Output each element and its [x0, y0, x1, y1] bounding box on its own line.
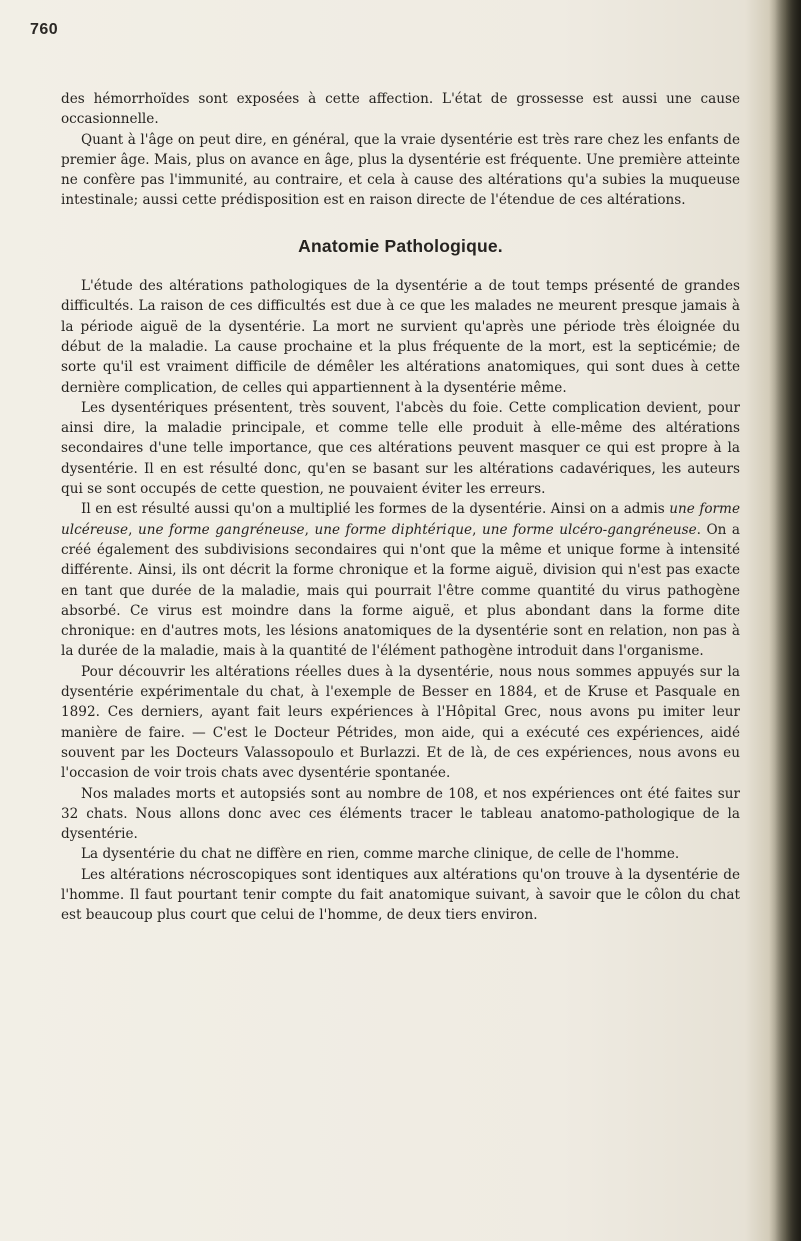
paragraph-age: Quant à l'âge on peut dire, en général, que la vraie dysentérie est très rare chez les enfants de premier âge. Mais, plus on avance en âge, plus la dysentérie est fréquente. Une première atteinte ne confère pas l'immunité, au contraire, et cela à cause des altérations qu'a subies la muqueuse intestinale; aussi cette prédisposition est en raison directe de l'étendue de ces altérations.: [61, 131, 740, 209]
form-ulcerous: une forme ulcéreuse: [61, 501, 740, 538]
form-ulcero-gangrenous: une forme ulcéro-gangréneuse: [481, 521, 697, 538]
page-number: 760: [30, 21, 59, 38]
section-heading: Anatomie Pathologique.: [298, 235, 503, 256]
forms-lead: Il en est résulté aussi qu'on a multiplié les formes de la dysentérie. Ainsi on a admis: [81, 501, 670, 518]
paragraph-forms: Il en est résulté aussi qu'on a multiplié les formes de la dysentérie. Ainsi on a admis une forme ulcéreuse, une forme gangréneuse, une forme diphtérique, une forme ulcéro-gangréneuse. On a créé également des subdivisions secondaires qui n'ont que la même et unique forme à intensité différente. Ainsi, ils ont décrit la forme chronique et la forme aiguë, division qui n'est pas exacte en tant que durée de la maladie, mais qui pourrait l'être comme quantité du virus pathogène absorbé. Ce virus est moindre dans la forme aiguë, et plus abondant dans la forme dite chronique: en d'autres mots, les lésions anatomiques de la dysentérie sont en relation, non pas à la durée de la maladie, mais à la quantité de l'élément pathogène introduit dans l'organisme.: [61, 501, 741, 660]
forms-tail: . On a créé également des subdivisions secondaires qui n'ont que la même et unique forme à intensité différente. Ainsi, ils ont décrit la forme chronique et la forme aiguë, division qui n'est pas exacte en tant que durée de la maladie, mais qui pourrait l'être comme quantité du virus pathogène absorbé. Ce virus est moindre dans la forme aiguë, et plus abondant dans la forme dite chronique: en d'autres mots, les lésions anatomiques de la dysentérie sont en relation, non pas à la durée de la maladie, mais à la quantité de l'élément pathogène introduit dans l'organisme.: [61, 521, 741, 660]
paragraph-autopsies: Nos malades morts et autopsiés sont au nombre de 108, et nos expériences ont été faites sur 32 chats. Nous allons donc avec ces éléments tracer le tableau anatomo-pathologique de la dysentérie.: [61, 785, 740, 843]
paragraph-necroscopic: Les altérations nécroscopiques sont identiques aux altérations qu'on trouve à la dysentérie de l'homme. Il faut pourtant tenir compte du fait anatomique suivant, à savoir que le côlon du chat est beaucoup plus court que celui de l'homme, de deux tiers environ.: [61, 866, 740, 924]
paragraph-experiments: Pour découvrir les altérations réelles dues à la dysentérie, nous nous sommes appuyés sur la dysentérie expérimentale du chat, à l'exemple de Besser en 1884, et de Kruse et Pasquale en 1892. Ces derniers, ayant fait leurs expériences à l'Hôpital Grec, nous avons pu imiter leur manière de faire. — C'est le Docteur Pétrides, mon aide, qui a exécuté ces expériences, aidé souvent par les Docteurs Valassopoulo et Burlazzi. Et de là, de ces expériences, nous avons eu l'occasion de voir trois chats avec dysentérie spontanée.: [61, 663, 740, 782]
form-gangrenous: une forme gangréneuse: [137, 521, 305, 538]
paragraph-cat-dysentery: La dysentérie du chat ne diffère en rien, comme marche clinique, de celle de l'homme.: [81, 846, 680, 863]
page-binding-edge: [775, 0, 801, 1241]
form-diphtheric: une forme diphtérique: [314, 521, 473, 538]
paragraph-study: L'étude des altérations pathologiques de la dysentérie a de tout temps présenté de grandes difficultés. La raison de ces difficultés est due à ce que les malades ne meurent presque jamais à la période aiguë de la dysentérie. La mort ne survient qu'après une période très éloignée du début de la maladie. La cause prochaine et la plus fréquente de la mort, est la septicémie; de sorte qu'il est vraiment difficile de démêler les altérations anatomiques, qui sont dues à cette dernière complication, de celles qui appartiennent à la dysentérie même.: [61, 278, 740, 396]
paragraph-continued: des hémorrhoïdes sont exposées à cette affection. L'état de grossesse est aussi une cause occasionnelle.: [61, 91, 740, 128]
paragraph-abscess: Les dysentériques présentent, très souvent, l'abcès du foie. Cette complication devient, pour ainsi dire, la maladie principale, et comme telle elle produit à elle-même des altérations secondaires d'une telle importance, que ces altérations peuvent masquer ce qui est propre à la dysentérie. Il en est résulté donc, qu'en se basant sur les altérations cadavériques, les auteurs qui se sont occupés de cette question, ne pouvaient éviter les erreurs.: [61, 399, 740, 498]
body-text: [61, 89, 740, 926]
